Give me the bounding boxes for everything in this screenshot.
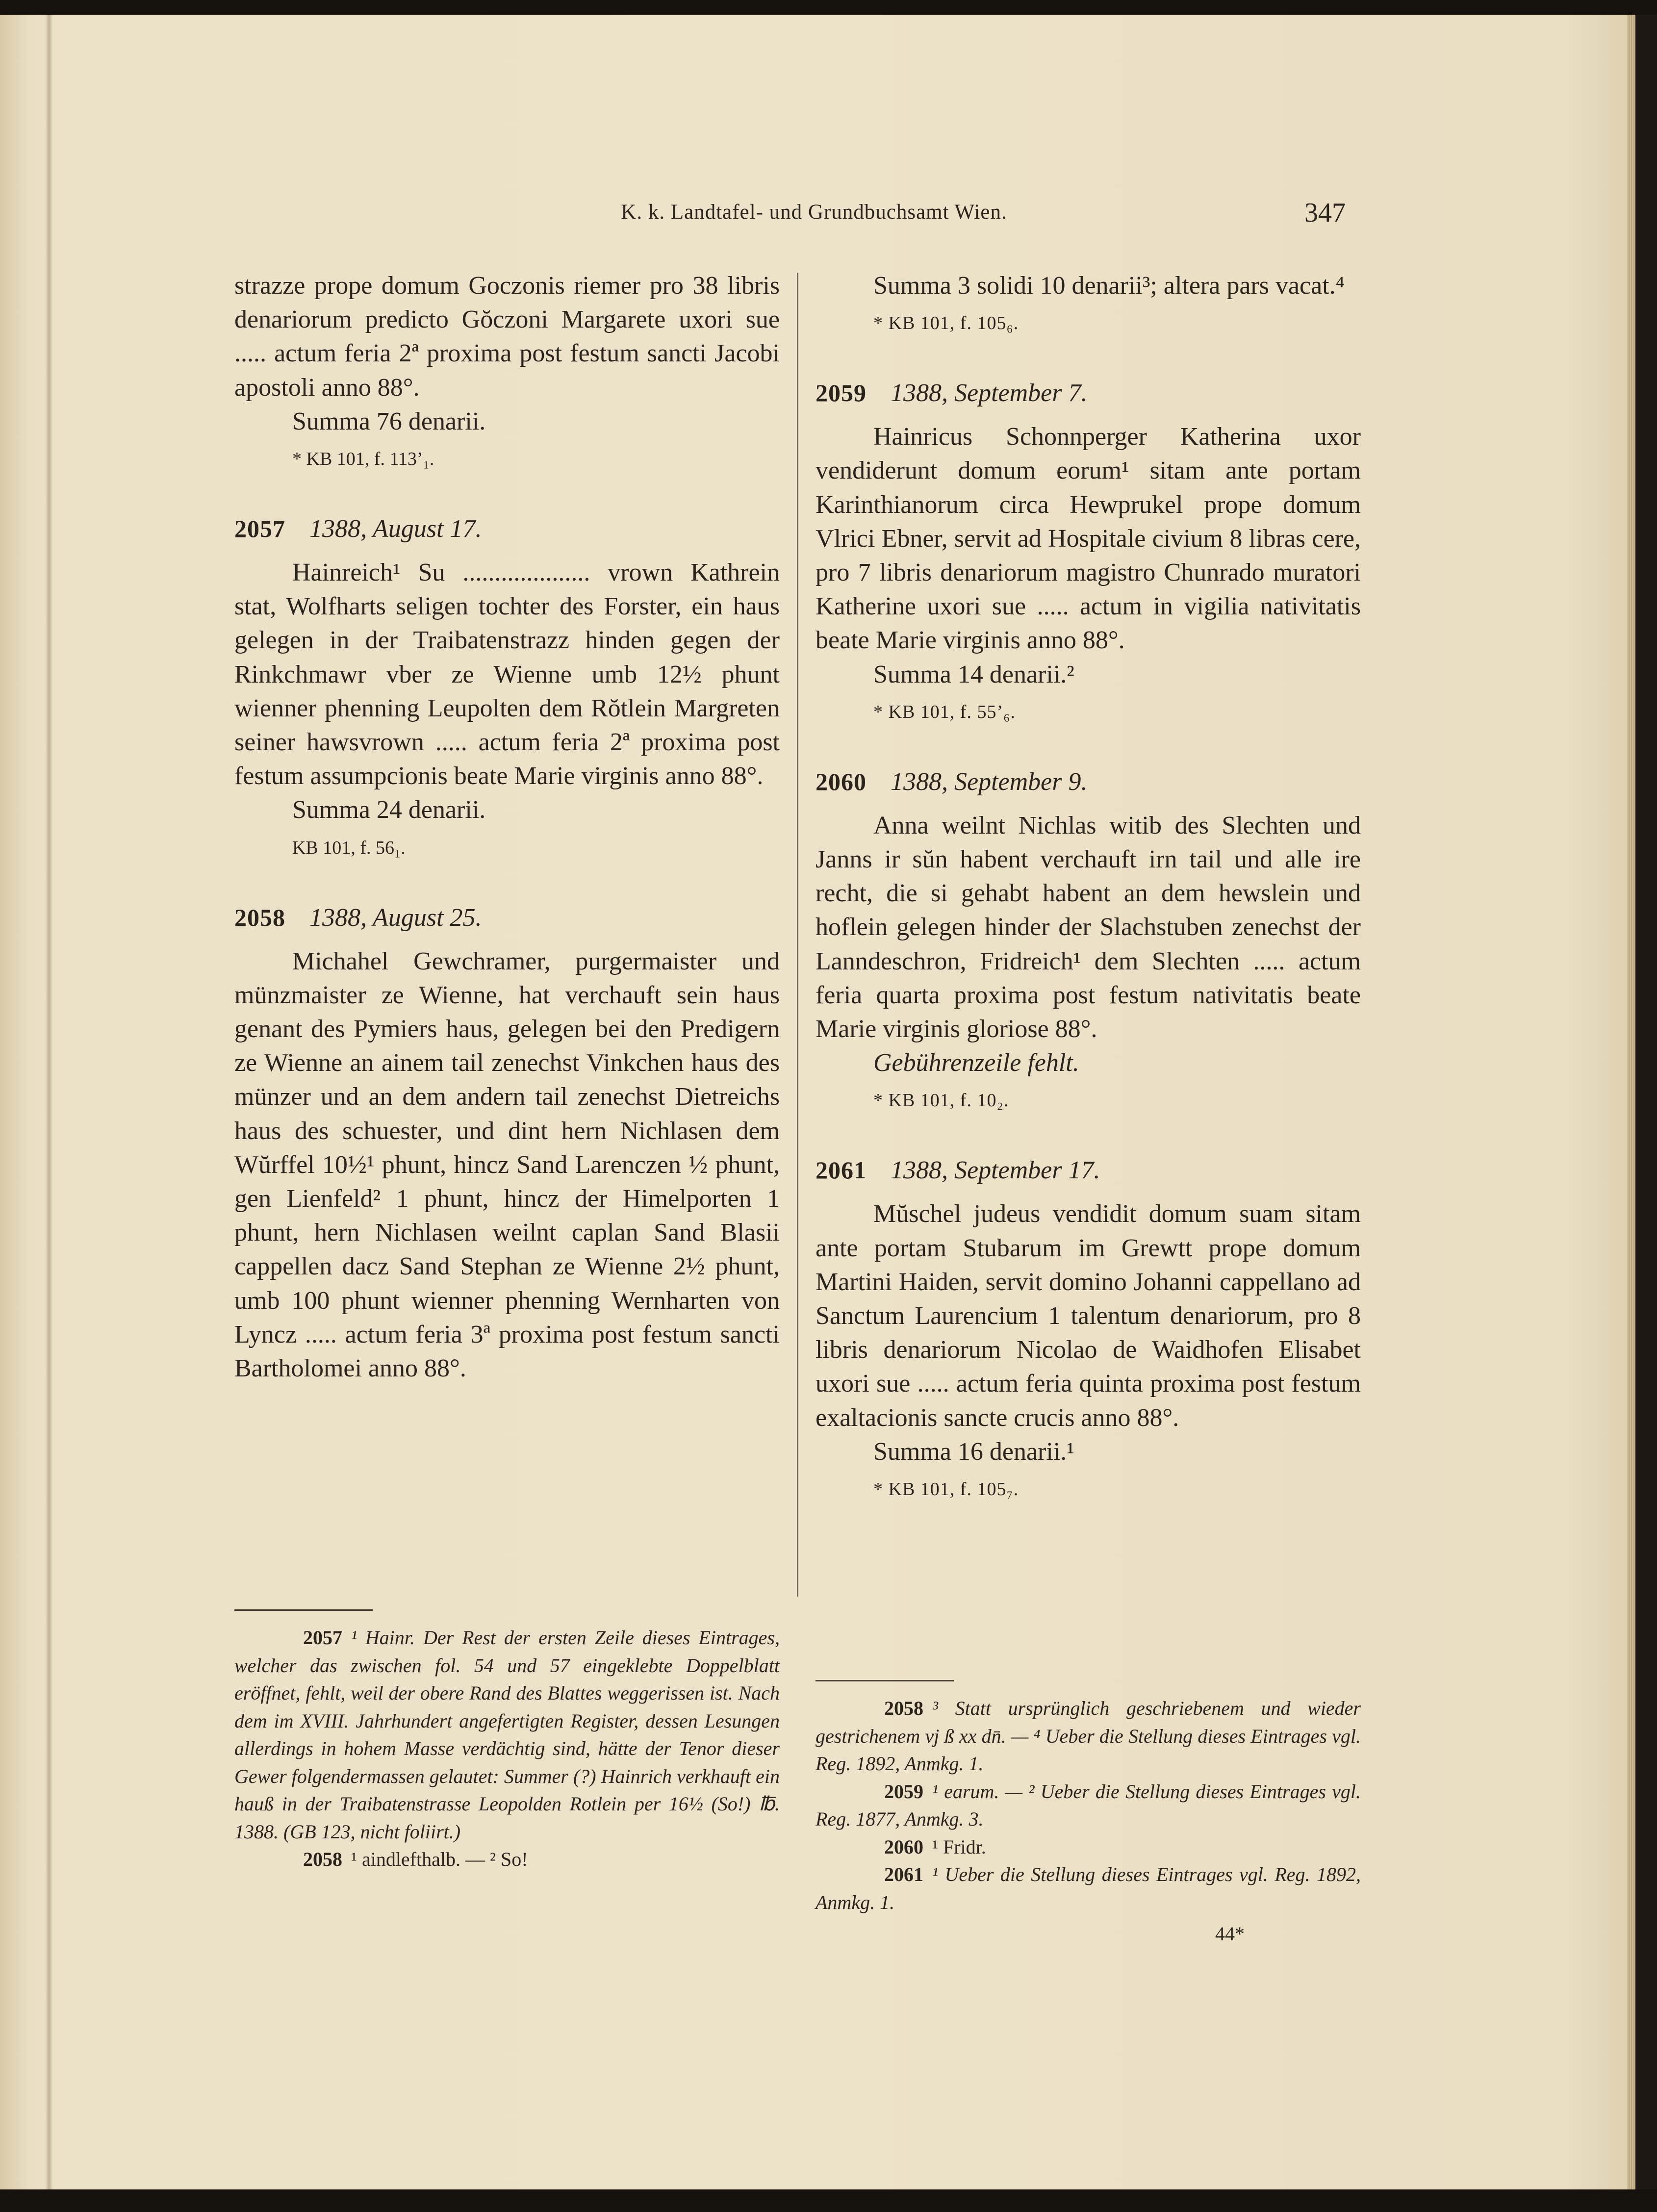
entry-number: 2061 <box>816 1156 867 1184</box>
footnote-text: ¹ Hainr. Der Rest der ersten Zeile dieses Eintrages, welcher das zwischen fol. 54 und 57 eingeklebte Doppelblatt eröffnet, fehlt, weil der obere Rand des Blattes weggerissen ist. Nach dem im XVIII. Jahrhundert angefertigten Register, dessen Lesungen allerdings in hohem Masse verdächtig sind, hätte der Tenor dieser Gewer folgendermassen gelautet: Summer (?) Hainrich verkhauft ein hauß in der Traibatenstrasse Leopolden Rotlein per 16½ (So!) ℔. 1388. (GB 123, nicht foliirt.) <box>234 1627 780 1843</box>
footnote-key: 2057 <box>303 1627 342 1649</box>
entry-heading-2058 <box>234 901 780 935</box>
footnote-text: ¹ aindlefthalb. — ² So! <box>351 1848 528 1870</box>
entry-text: Hainricus Schonnperger Katherina uxor vendiderunt domum eorum¹ sitam ante portam Karinthianorum circa Hewprukel prope domum Vlrici Ebner, servit ad Hospitale civium 8 libras cere, pro 7 libris denariorum magistro Chunrado muratori Katherine uxori sue ..... actum in vigilia nativitatis beate Marie virginis anno 88°. <box>816 423 1361 655</box>
entry-heading-2057 <box>234 512 780 546</box>
source-reference: * KB 101, f. 10₂. <box>873 1090 1009 1111</box>
source-reference: * KB 101, f. 105₆. <box>873 313 1019 334</box>
source-reference: KB 101, f. 56₁. <box>292 837 406 858</box>
entry-date: 1388, August 17. <box>309 515 482 543</box>
entry-continuation: Summa 3 solidi 10 denarii³; altera pars vacat.⁴ <box>873 272 1345 300</box>
entry-text: Mŭschel judeus vendidit domum suam sitam ante portam Stubarum im Grewtt prope domum Martini Haiden, servit domino Johanni cappellano ad Sanctum Laurencium 1 talentum denariorum, pro 8 libris denariorum Nicolao de Waidhofen Elisabet uxori sue ..... actum feria quinta proxima post festum exaltacionis sancte crucis anno 88°. <box>816 1200 1361 1432</box>
footnote-key: 2059 <box>884 1780 923 1803</box>
page-number: 347 <box>1304 198 1346 228</box>
entry-number: 2057 <box>234 515 285 543</box>
footnote-text: ³ Statt ursprünglich geschriebenem und wieder gestrichenem vj ß xx dn̄. — ⁴ Ueber die Stellung dieses Eintrages vgl. Reg. 1892, Anmkg. 1. <box>816 1697 1361 1775</box>
footnote <box>816 1833 1361 1861</box>
left-column <box>234 269 780 1385</box>
running-title: K. k. Landtafel- und Grundbuchsamt Wien. <box>621 201 1007 224</box>
summa-line: Summa 24 denarii. <box>292 796 486 824</box>
footnote <box>816 1861 1361 1916</box>
footnote-rule <box>234 1609 373 1611</box>
entry-number: 2059 <box>816 379 867 407</box>
footnote <box>816 1778 1361 1833</box>
summa-line: Summa 14 denarii.² <box>873 660 1074 688</box>
column-divider <box>797 273 798 1597</box>
scan-border-bottom <box>0 2189 1657 2212</box>
footnote-key: 2058 <box>884 1697 923 1719</box>
book-page <box>0 15 1635 2189</box>
summa-line: Summa 16 denarii.¹ <box>873 1437 1074 1466</box>
footnote-key: 2061 <box>884 1863 923 1885</box>
entry-text: Hainreich¹ Su .................... vrown Kathrein stat, Wolfharts seligen tochter des Forster, ein haus gelegen in der Traibatenstrazz hinden gegen der Rinkchmawr vber ze Wienne umb 12½ phunt wienner phenning Leupolten dem Rŏtlein Margreten seiner hawsvrown ..... actum feria 2ª proxima post festum assumpcionis beate Marie virginis anno 88°. <box>234 559 780 790</box>
entry-heading-2060 <box>816 765 1361 799</box>
entry-number: 2058 <box>234 903 285 931</box>
source-reference: * KB 101, f. 55’₆. <box>873 701 1016 722</box>
entry-heading-2059 <box>816 376 1361 410</box>
footnote <box>234 1846 780 1874</box>
source-reference: * KB 101, f. 113’₁. <box>292 449 434 470</box>
signature-mark: 44* <box>1215 1923 1245 1945</box>
entry-date: 1388, August 25. <box>309 903 482 932</box>
footnote-rule <box>816 1680 954 1681</box>
entry-continuation: strazze prope domum Goczonis riemer pro 38 libris denariorum predicto Gŏczoni Margarete uxori sue ..... actum feria 2ª proxima post festum sancti Jacobi apostoli anno 88°. <box>234 272 780 402</box>
fee-note: Gebührenzeile fehlt. <box>873 1049 1079 1077</box>
footnotes-right <box>816 1695 1361 1916</box>
entry-text: Anna weilnt Nichlas witib des Slechten und Janns ir sŭn habent verchauft irn tail und alle ire recht, die si gehabt habent an dem hewslein und hoflein gelegen hinder der Slachstuben zenechst der Lanndeschron, Fridreich¹ dem Slechten ..... actum feria quarta proxima post festum nativitatis beate Marie virginis gloriose 88°. <box>816 811 1361 1043</box>
entry-date: 1388, September 9. <box>891 767 1088 796</box>
summa-line: Summa 76 denarii. <box>292 407 486 435</box>
scan-border-top <box>0 0 1657 15</box>
footnotes-left <box>234 1624 780 1874</box>
footnote-text: ¹ Fridr. <box>932 1835 986 1858</box>
footnote <box>816 1695 1361 1778</box>
gutter-shadow <box>45 15 53 2189</box>
footnote-text: ¹ earum. — ² Ueber die Stellung dieses Eintrages vgl. Reg. 1877, Anmkg. 3. <box>816 1780 1361 1830</box>
footnote-key: 2058 <box>303 1848 342 1870</box>
entry-date: 1388, September 17. <box>891 1156 1100 1185</box>
entry-heading-2061 <box>816 1153 1361 1187</box>
page-edge <box>1627 15 1635 2189</box>
right-column <box>816 269 1361 1504</box>
footnote-key: 2060 <box>884 1835 923 1858</box>
entry-number: 2060 <box>816 767 867 795</box>
entry-date: 1388, September 7. <box>891 379 1088 407</box>
entry-text: Michahel Gewchramer, purgermaister und münzmaister ze Wienne, hat verchauft sein haus genant des Pymiers haus, gelegen bei den Predigern ze Wienne an ainem tail zenechst Vinkchen haus des münzer und an dem andern tail zenechst Dietreichs haus des schuester, und dint hern Nichlasen dem Wŭrffel 10½¹ phunt, hincz Sand Larenczen ½ phunt, gen Lienfeld² 1 phunt, hincz der Himelporten 1 phunt, hern Nichlasen weilnt caplan Sand Blasii cappellen dacz Sand Stephan ze Wienne 2½ phunt, umb 100 phunt wienner phenning Wernharten von Lyncz ..... actum feria 3ª proxima post festum sancti Bartholomei anno 88°. <box>234 947 780 1383</box>
footnote <box>234 1624 780 1846</box>
footnote-text: ¹ Ueber die Stellung dieses Eintrages vgl. Reg. 1892, Anmkg. 1. <box>816 1863 1361 1913</box>
source-reference: * KB 101, f. 105₇. <box>873 1479 1019 1500</box>
